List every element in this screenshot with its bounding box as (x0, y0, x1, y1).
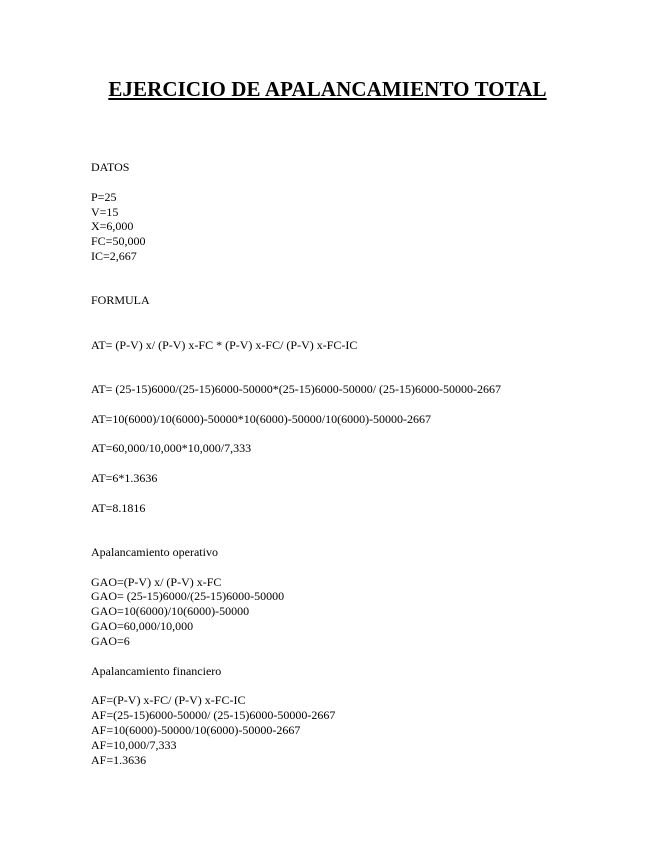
financiero-line: AF=1.3636 (91, 753, 147, 767)
financiero-line: AF=(25-15)6000-50000/ (25-15)6000-50000-2667 (91, 708, 336, 722)
financiero-line: AF=(P-V) x-FC/ (P-V) x-FC-IC (91, 693, 246, 707)
datos-line: V=15 (91, 205, 119, 219)
operativo-line: GAO= (25-15)6000/(25-15)6000-50000 (91, 589, 285, 603)
formula-result: AT=8.1816 (91, 501, 146, 515)
operativo-line: GAO=60,000/10,000 (91, 619, 194, 633)
operativo-line: GAO=6 (91, 634, 130, 648)
datos-line: X=6,000 (91, 219, 134, 233)
formula-expression: AT= (P-V) x/ (P-V) x-FC * (P-V) x-FC/ (P-V) x-FC-IC (91, 338, 358, 352)
financiero-line: AF=10,000/7,333 (91, 738, 177, 752)
formula-step: AT= (25-15)6000/(25-15)6000-50000*(25-15)6000-50000/ (25-15)6000-50000-2667 (91, 382, 502, 396)
formula-step: AT=10(6000)/10(6000)-50000*10(6000)-50000/10(6000)-50000-2667 (91, 412, 432, 426)
formula-step: AT=60,000/10,000*10,000/7,333 (91, 441, 252, 455)
financiero-line: AF=10(6000)-50000/10(6000)-50000-2667 (91, 723, 301, 737)
operativo-heading: Apalancamiento operativo (91, 545, 218, 559)
formula-heading: FORMULA (91, 293, 150, 307)
datos-line: P=25 (91, 190, 117, 204)
datos-heading: DATOS (91, 160, 130, 174)
datos-line: FC=50,000 (91, 234, 146, 248)
operativo-line: GAO=10(6000)/10(6000)-50000 (91, 604, 250, 618)
page-title: EJERCICIO DE APALANCAMIENTO TOTAL (108, 77, 547, 101)
formula-step: AT=6*1.3636 (91, 471, 158, 485)
financiero-heading: Apalancamiento financiero (91, 664, 222, 678)
operativo-line: GAO=(P-V) x/ (P-V) x-FC (91, 575, 222, 589)
datos-line: IC=2,667 (91, 249, 137, 263)
